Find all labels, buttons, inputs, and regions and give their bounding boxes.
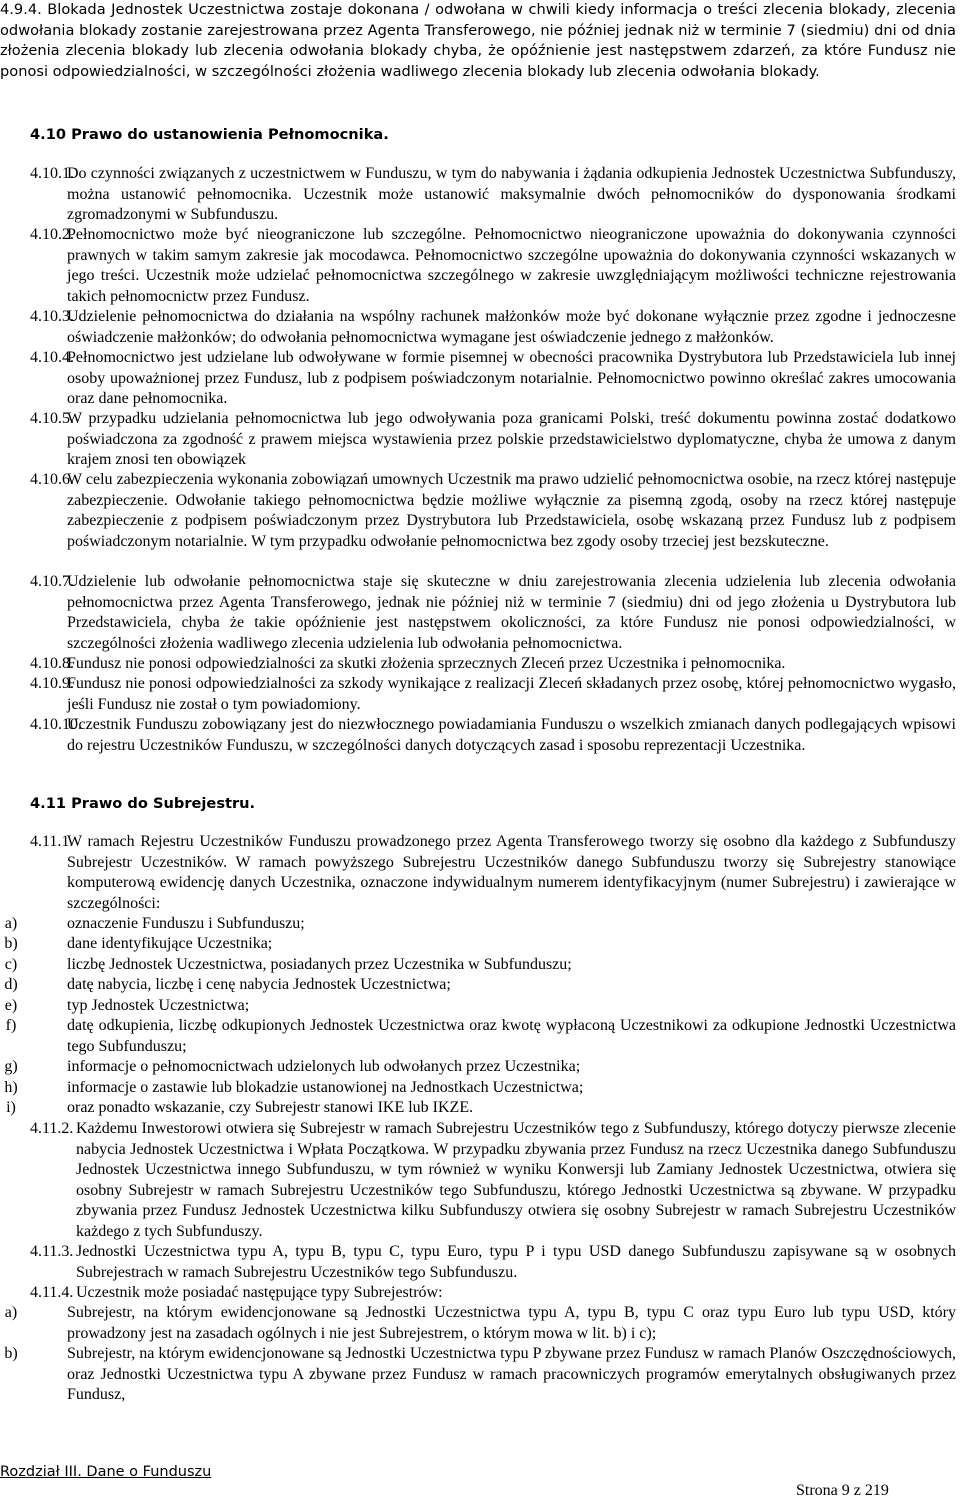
paragraph-4-11-2 xyxy=(0,1119,956,1242)
paragraph-4-10-5 xyxy=(0,409,956,471)
paragraph-4-10-4 xyxy=(0,348,956,410)
list-item xyxy=(0,996,956,1017)
list-item xyxy=(0,955,956,976)
list-marker: a) xyxy=(4,1304,18,1321)
paragraph-text: Pełnomocnictwo jest udzielane lub odwoływane w formie pisemnej w obecności pracownika Dystrybutora lub Przedstawiciela lub innej osoby upoważnionej przez Fundusz, lub z podpisem poświadczonym notarialnie. Pełnomocnictwo powinno określać zakres umocowania oraz dane pełnomocnika. xyxy=(67,349,956,407)
paragraph-text: Do czynności związanych z uczestnictwem w Funduszu, w tym do nabywania i żądania odkupienia Jednostek Uczestnictwa Subfunduszy, można ustanowić pełnomocnika. Uczestnik może ustanowić maksymalnie dwóch pełnomocników do dysponowania środkami zgromadzonymi w Subfunduszu. xyxy=(67,165,956,223)
paragraph-text: W ramach Rejestru Uczestników Funduszu prowadzonego przez Agenta Transferowego tworzy się osobno dla każdego z Subfunduszy Subrejestr Uczestników. W ramach powyższego Subrejestru Uczestników danego Subfunduszu tworzy się Subrejestry stanowiące komputerową ewidencję danych Uczestnika, oznaczone indywidualnym numerem identyfikacyjnym (numer Subrejestru) i zawierające w szczególności: xyxy=(67,833,956,912)
paragraph-text: Uczestnik Funduszu zobowiązany jest do niezwłocznego powiadamiania Funduszu o wszelkich zmianach danych podlegających wpisowi do rejestru Uczestników Funduszu, w szczególności danych dotyczących zasad i sposobu reprezentacji Uczestnika. xyxy=(67,716,956,754)
paragraph-4-10-6 xyxy=(0,470,956,552)
list-marker: a) xyxy=(4,915,18,932)
paragraph-4-10-9 xyxy=(0,674,956,715)
section-heading-4-11: 4.11 Prawo do Subrejestru. xyxy=(30,795,256,812)
list-item xyxy=(0,914,956,935)
paragraph-4-10-10 xyxy=(0,715,956,756)
paragraph-4-9-4: 4.9.4. Blokada Jednostek Uczestnictwa zostaje dokonana / odwołana w chwili kiedy informacja o treści zlecenia blokady, zlecenia odwołania blokady zostanie zarejestrowana przez Agenta Transferowego, nie później jednak niż w terminie 7 (siedmiu) dni od dnia złożenia zlecenia blokady lub zlecenia odwołania blokady chyba, że opóźnienie jest następstwem zdarzeń, za które Fundusz nie ponosi odpowiedzialności, w szczególności złożenia wadliwego zlecenia blokady lub zlecenia odwołania blokady. xyxy=(0,1,956,80)
paragraph-4-10-8 xyxy=(0,654,956,675)
section-number: 4.10.3. xyxy=(30,308,74,325)
section-number: 4.10.9. xyxy=(30,675,74,692)
list-marker: h) xyxy=(4,1079,18,1096)
section-number: 4.11.3. xyxy=(30,1243,74,1260)
paragraph-4-11-3 xyxy=(0,1242,956,1283)
paragraph-text: Pełnomocnictwo może być nieograniczone lub szczególne. Pełnomocnictwo nieograniczone upoważnia do dokonywania czynności prawnych w takim samym zakresie jak mocodawca. Pełnomocnictwo szczególne upoważnia do dokonywania czynności wskazanych w jego treści. Uczestnik może udzielać pełnomocnictwa szczególnego w zakresie uwzględniającym możliwości techniczne rejestrowania takich pełnomocnictw przez Fundusz. xyxy=(67,226,956,305)
section-number: 4.10.7. xyxy=(30,573,74,590)
page-number: Strona 9 z 219 xyxy=(796,1482,889,1499)
section-number: 4.10.8. xyxy=(30,655,74,672)
list-item xyxy=(0,975,956,996)
list-text: oraz ponadto wskazanie, czy Subrejestr stanowi IKE lub IKZE. xyxy=(67,1099,474,1116)
list-item xyxy=(0,1098,956,1119)
paragraph-text: Udzielenie lub odwołanie pełnomocnictwa staje się skuteczne w dniu zarejestrowania zlecenia udzielenia lub zlecenia odwołania pełnomocnictwa przez Agenta Transferowego, jednak nie później niż w terminie 7 (siedmiu) dni od jego złożenia u Dystrybutora lub Przedstawiciela, chyba że takie opóźnienie jest następstwem okoliczności, za które Fundusz nie ponosi odpowiedzialności, w szczególności złożenia wadliwego zlecenia udzielenia lub odwołania pełnomocnictwa. xyxy=(67,573,956,652)
paragraph-4-10-2 xyxy=(0,225,956,307)
list-marker: b) xyxy=(4,935,18,952)
list-marker: f) xyxy=(5,1017,17,1034)
section-number: 4.10.2. xyxy=(30,226,74,243)
list-marker: e) xyxy=(4,997,18,1014)
list-text: dane identyfikujące Uczestnika; xyxy=(67,935,273,952)
paragraph-4-10-3 xyxy=(0,307,956,348)
list-text: typ Jednostek Uczestnictwa; xyxy=(67,997,250,1014)
list-item xyxy=(0,1344,956,1406)
paragraph-text: Uczestnik może posiadać następujące typy Subrejestrów: xyxy=(76,1284,443,1301)
paragraph-text: W przypadku udzielania pełnomocnictwa lub jego odwoływania poza granicami Polski, treść dokumentu powinna zostać dodatkowo poświadczona za zgodność z prawem miejsca wystawienia przez polskie przedstawicielstwo dyplomatyczne, chyba że umowa z danym krajem znosi ten obowiązek xyxy=(67,410,956,468)
paragraph-4-10-7 xyxy=(0,572,956,654)
paragraph-4-11-1 xyxy=(0,832,956,914)
list-text: datę odkupienia, liczbę odkupionych Jednostek Uczestnictwa oraz kwotę wypłaconą Uczestnikowi za odkupione Jednostki Uczestnictwa tego Subfunduszu; xyxy=(67,1017,956,1055)
list-item xyxy=(0,934,956,955)
list-marker: c) xyxy=(4,956,18,973)
section-number: 4.10.4. xyxy=(30,349,74,366)
paragraph-text: Fundusz nie ponosi odpowiedzialności za skutki złożenia sprzecznych Zleceń przez Uczestnika i pełnomocnika. xyxy=(67,655,786,672)
list-item xyxy=(0,1303,956,1344)
paragraph-text: Udzielenie pełnomocnictwa do działania na wspólny rachunek małżonków może być dokonane wyłącznie przez zgodne i jednoczesne oświadczenie małżonków; do odwołania pełnomocnictwa wymagane jest oświadczenie jednego z małżonków. xyxy=(67,308,956,346)
paragraph-text: Fundusz nie ponosi odpowiedzialności za szkody wynikające z realizacji Zleceń składanych przez osobę, której pełnomocnictwo wygasło, jeśli Fundusz nie został o tym powiadomiony. xyxy=(67,675,956,713)
section-number: 4.10.6. xyxy=(30,471,74,488)
list-text: oznaczenie Funduszu i Subfunduszu; xyxy=(67,915,305,932)
paragraph-text: Każdemu Inwestorowi otwiera się Subrejestr w ramach Subrejestru Uczestników tego z Subfunduszy, którego dotyczy pierwsze zlecenie nabycia Jednostek Uczestnictwa i Wpłata Początkowa. W przypadku zbywania przez Fundusz na rzecz Uczestnika danego Subfunduszu Jednostek Uczestnictwa innego Subfunduszu, w tym również w wyniku Konwersji lub Zamiany Jednostek Uczestnictwa, otwiera się osobny Subrejestr w ramach Subrejestru Uczestników tego Subfunduszu, którego Jednostki Uczestnictwa są zbywane. W przypadku zbywania przez Fundusz Jednostek Uczestnictwa kilku Subfunduszy otwiera się osobny Subrejestr w ramach Subrejestru Uczestników każdego z tych Subfunduszy. xyxy=(76,1120,956,1240)
list-item xyxy=(0,1078,956,1099)
section-number: 4.11.2. xyxy=(30,1120,74,1137)
paragraph-text: Jednostki Uczestnictwa typu A, typu B, typu C, typu Euro, typu P i typu USD danego Subfunduszu zapisywane są w osobnych Subrejestrach w ramach Subrejestru Uczestników tego Subfunduszu. xyxy=(76,1243,956,1281)
section-number: 4.10.1. xyxy=(30,165,74,182)
paragraph-4-10-1 xyxy=(0,164,956,226)
list-text: informacje o pełnomocnictwach udzielonych lub odwołanych przez Uczestnika; xyxy=(67,1058,581,1075)
paragraph-text: W celu zabezpieczenia wykonania zobowiązań umownych Uczestnik ma prawo udzielić pełnomocnictwa osobie, na rzecz której następuje zabezpieczenie. Odwołanie takiego pełnomocnictwa będzie możliwe wyłącznie za pisemną zgodą, osoby na rzecz której następuje zabezpieczenie z podpisem poświadczonym przez Dystrybutora lub Przedstawiciela, osobę wskazaną przez Fundusz lub z podpisem poświadczonym notarialnie. W tym przypadku odwołanie pełnomocnictwa bez zgody osoby trzeciej jest bezskuteczne. xyxy=(67,471,956,550)
list-text: liczbę Jednostek Uczestnictwa, posiadanych przez Uczestnika w Subfunduszu; xyxy=(67,956,572,973)
list-text: informacje o zastawie lub blokadzie ustanowionej na Jednostkach Uczestnictwa; xyxy=(67,1079,584,1096)
section-heading-4-10: 4.10 Prawo do ustanowienia Pełnomocnika. xyxy=(30,126,389,143)
footer-section-title: Rozdział III. Dane o Funduszu xyxy=(0,1464,212,1480)
paragraph-4-11-4 xyxy=(0,1283,956,1304)
list-item xyxy=(0,1016,956,1057)
list-marker: d) xyxy=(4,976,18,993)
section-number: 4.10.10. xyxy=(30,716,82,733)
list-item xyxy=(0,1057,956,1078)
list-text: Subrejestr, na którym ewidencjonowane są Jednostki Uczestnictwa typu A, typu B, typu C oraz typu Euro lub typu USD, który prowadzony jest na zasadach ogólnych i nie jest Subrejestrem, o którym mowa w lit. b) i c); xyxy=(67,1304,956,1342)
list-marker: g) xyxy=(4,1058,18,1075)
section-number: 4.11.4. xyxy=(30,1284,74,1301)
list-marker: i) xyxy=(6,1099,16,1116)
list-marker: b) xyxy=(4,1345,18,1362)
section-number: 4.11.1. xyxy=(30,833,74,850)
section-number: 4.10.5. xyxy=(30,410,74,427)
list-text: Subrejestr, na którym ewidencjonowane są Jednostki Uczestnictwa typu P zbywane przez Fundusz w ramach Planów Oszczędnościowych, oraz Jednostki Uczestnictwa typu A zbywane przez Fundusz w ramach pracowniczych programów emerytalnych obsługiwanych przez Fundusz, xyxy=(67,1345,956,1403)
list-text: datę nabycia, liczbę i cenę nabycia Jednostek Uczestnictwa; xyxy=(67,976,451,993)
